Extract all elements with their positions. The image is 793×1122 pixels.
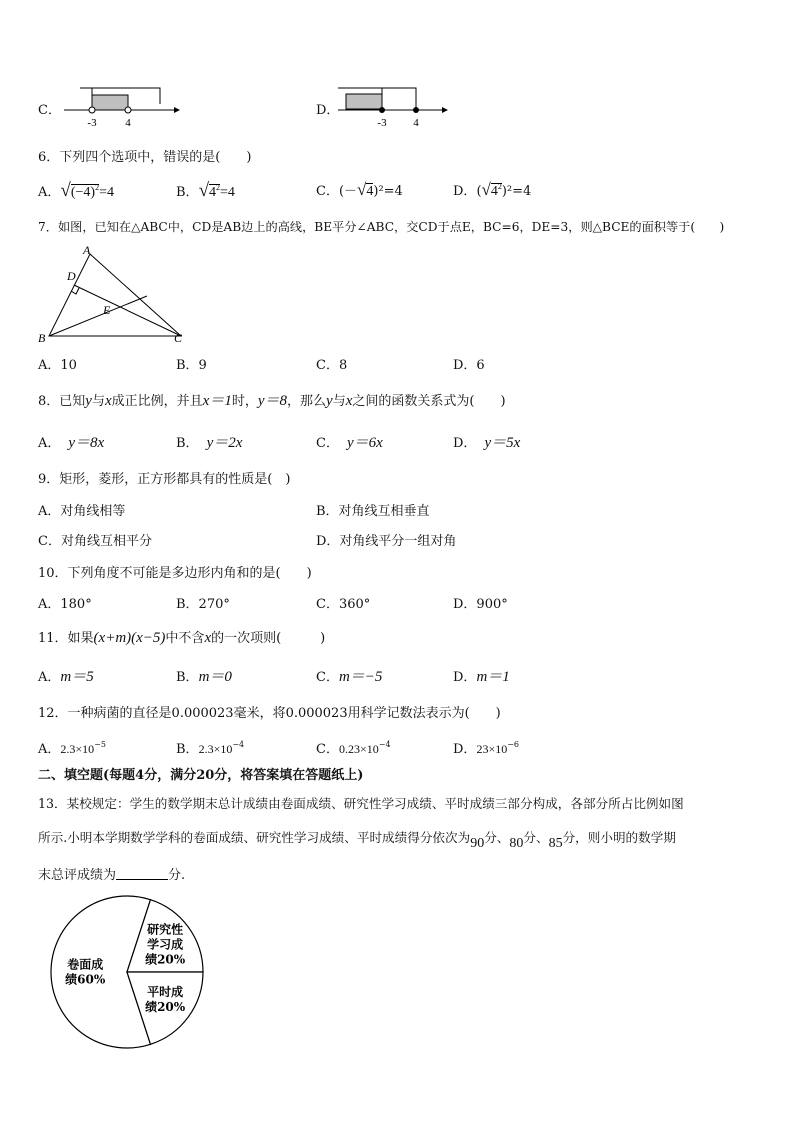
q10-stem: 10．下列角度不可能是多边形内角和的是( ) xyxy=(38,566,312,581)
q11-stem-c: 的一次项则( ) xyxy=(211,631,326,646)
q9-option-c: C．对角线互相平分 xyxy=(38,534,152,549)
q10-option-d: D．900° xyxy=(453,597,508,612)
q8-cond2: y＝8 xyxy=(257,393,288,409)
q5-d-tick-neg3: -3 xyxy=(377,117,387,129)
q12-c-label: C． xyxy=(316,742,339,757)
q13-line1: 13．某校规定：学生的数学期末总计成绩由卷面成绩、研究性学习成绩、平时成绩三部分构成，各部分所占比例如图 xyxy=(38,796,684,811)
q7-point-d: D xyxy=(67,269,76,283)
q6-c-label: C． xyxy=(316,184,339,199)
q11-c-label: C． xyxy=(316,670,339,685)
q10-option-c: C．360° xyxy=(316,597,371,612)
q12-option-d xyxy=(453,738,519,757)
q12-option-b xyxy=(176,738,244,757)
q12-option-c xyxy=(316,738,391,757)
q11-option-c xyxy=(316,665,382,686)
q7-option-a: A．10 xyxy=(38,358,77,373)
q12-a-label: A． xyxy=(38,742,61,757)
q8-option-a xyxy=(38,431,104,452)
q6-option-c xyxy=(316,180,403,200)
q5-option-c-number-line xyxy=(60,82,185,130)
q6-stem: 6．下列四个选项中，错误的是( ) xyxy=(38,150,252,165)
q12-b-exp: −4 xyxy=(232,740,245,749)
q8-b-label: B． xyxy=(176,436,199,451)
q6-b-exp: 2 xyxy=(216,183,220,192)
q6-b-inner: 4 xyxy=(209,185,216,200)
q8-mid1: 与 xyxy=(91,394,105,409)
q7-stem: 7．如图，已知在△ABC中，CD是AB边上的高线，BE平分∠ABC，交CD于点E，BC=6，DE=3，则△BCE的面积等于( ) xyxy=(38,220,725,234)
q6-d-exp: 2 xyxy=(497,182,502,191)
q6-b-label: B． xyxy=(176,185,199,200)
q6-d-post: )²=4 xyxy=(501,184,532,199)
q8-option-b xyxy=(176,431,242,452)
q11-b-label: B． xyxy=(176,670,199,685)
q11-a-label: A． xyxy=(38,670,61,685)
q11-c-expr: m＝−5 xyxy=(338,669,383,685)
q7-point-e: E xyxy=(103,303,111,317)
q11-option-d xyxy=(453,665,510,686)
q12-d-label: D． xyxy=(453,742,477,757)
q8-y2: y xyxy=(326,393,333,409)
q6-option-d xyxy=(453,180,531,200)
pie-slice-research-label-line: 绩20% xyxy=(145,952,186,967)
q11-stem-b: 中不含 xyxy=(165,631,205,646)
pie-slice-exam-label-line: 绩60% xyxy=(65,972,106,987)
q13-answer-blank[interactable] xyxy=(116,867,168,880)
q12-b-label: B． xyxy=(176,742,199,757)
q13-unit-1: 分、 xyxy=(484,830,510,845)
q11-a-expr: m＝5 xyxy=(60,669,94,685)
q7-point-a: A xyxy=(83,243,91,257)
q12-c-base: 0.23×10 xyxy=(338,742,379,756)
q8-a-label: A． xyxy=(38,436,61,451)
q8-mid4: ，那么 xyxy=(287,394,327,409)
q8-a-expr: y＝8x xyxy=(68,435,105,451)
q6-option-a xyxy=(38,180,114,202)
q6-a-radical-icon: √ xyxy=(60,180,71,201)
q7-option-d: D．6 xyxy=(453,358,485,373)
q13-line2 xyxy=(38,827,676,851)
q12-c-exp: −4 xyxy=(378,740,391,749)
pie-slice-research-label-line: 研究性 xyxy=(147,922,184,937)
q8-x1: x xyxy=(104,393,112,409)
q9-option-a: A．对角线相等 xyxy=(38,504,126,519)
q6-option-b xyxy=(176,180,235,202)
pie-slice-regular-label-line: 平时成 xyxy=(147,985,184,1000)
q6-b-rhs: =4 xyxy=(220,185,235,200)
q8-d-label: D． xyxy=(453,436,477,451)
q8-mid3: 时， xyxy=(231,394,258,409)
q11-b-expr: m＝0 xyxy=(198,669,232,685)
q11-var: x xyxy=(204,630,212,646)
pie-slice-exam-label-line: 卷面成 xyxy=(67,957,104,972)
q12-stem: 12．一种病菌的直径是0.000023毫米，将0.000023用科学记数法表示为( ) xyxy=(38,706,501,721)
q8-x2: x xyxy=(345,393,353,409)
q6-c-post: )²=4 xyxy=(373,184,403,199)
q7-option-b: B．9 xyxy=(176,358,207,373)
q8-y1: y xyxy=(85,393,92,409)
q6-d-label: D． xyxy=(453,184,477,199)
q7-option-c: C．8 xyxy=(316,358,348,373)
q8-mid5: 与 xyxy=(332,394,346,409)
q12-b-base: 2.3×10 xyxy=(198,742,233,756)
q11-stem xyxy=(38,627,325,647)
section-2-title: 二、填空题(每题4分，满分20分，将答案填在答题纸上) xyxy=(38,768,364,783)
q13-unit-2: 分、 xyxy=(523,830,549,845)
q8-d-expr: y＝5x xyxy=(484,435,521,451)
q6-b-radicand xyxy=(209,184,220,200)
q13-score-2: 80 xyxy=(509,836,524,851)
q6-d-radicand xyxy=(491,183,502,199)
q10-option-b: B．270° xyxy=(176,597,230,612)
q5-d-tick-4: 4 xyxy=(413,117,419,129)
q5-option-c-label: C． xyxy=(38,103,61,118)
q8-option-d xyxy=(453,431,520,452)
q13-line2-a: 所示.小明本学期数学学科的卷面成绩、研究性学习成绩、平时成绩得分依次为 xyxy=(38,830,471,845)
q11-option-a xyxy=(38,665,94,686)
q13-pie-chart xyxy=(48,892,218,1052)
q6-a-exp: 2 xyxy=(95,183,100,192)
q8-stem xyxy=(38,389,506,410)
q5-c-tick-neg3: -3 xyxy=(87,117,97,129)
q12-option-a xyxy=(38,738,106,757)
q8-c-label: C． xyxy=(316,436,339,451)
q12-d-exp: −6 xyxy=(507,740,520,749)
q7-triangle-figure xyxy=(35,242,195,347)
q13-score-1: 90 xyxy=(470,836,485,851)
q11-stem-a: 11．如果 xyxy=(38,631,94,646)
q7-point-b: B xyxy=(38,331,46,345)
q6-d-inner: 4 xyxy=(490,184,498,199)
q9-option-b: B．对角线互相垂直 xyxy=(316,504,430,519)
q8-stem-end: 之间的函数关系式为( ) xyxy=(352,394,506,409)
q8-c-expr: y＝6x xyxy=(346,435,383,451)
pie-slice-regular-label-line: 绩20% xyxy=(145,1000,186,1015)
q6-c-inner: 4 xyxy=(366,184,374,199)
q8-cond1: x＝1 xyxy=(202,393,232,409)
q6-d-pre: ( xyxy=(476,184,482,199)
q12-a-exp: −5 xyxy=(94,740,106,749)
pie-slice-research-label-line: 学习成 xyxy=(147,937,184,952)
q5-option-d-number-line xyxy=(334,82,454,130)
q5-c-tick-4: 4 xyxy=(125,117,131,129)
q9-option-d: D．对角线平分一组对角 xyxy=(316,534,457,549)
q8-mid2: 成正比例，并且 xyxy=(111,394,203,409)
q5-option-d-label: D． xyxy=(316,103,340,118)
q8-b-expr: y＝2x xyxy=(206,435,243,451)
q11-expr: (x+m)(x−5) xyxy=(93,630,166,646)
q8-option-c xyxy=(316,431,383,452)
q6-c-radical-icon: √ xyxy=(357,180,367,199)
q13-line3 xyxy=(38,864,185,883)
q6-a-radicand xyxy=(71,184,99,200)
q8-stem-a: 8．已知 xyxy=(38,394,86,409)
q9-stem: 9．矩形，菱形，正方形都具有的性质是( ) xyxy=(38,472,291,487)
q11-d-expr: m＝1 xyxy=(476,669,510,685)
q11-d-label: D． xyxy=(453,670,477,685)
q13-line2-b: 分，则小明的数学期 xyxy=(562,830,676,845)
q13-line3-a: 末总评成绩为 xyxy=(38,868,117,883)
q6-a-inner: (−4) xyxy=(70,185,96,200)
q6-c-pre: (－ xyxy=(338,184,358,199)
q13-score-3: 85 xyxy=(548,836,563,851)
q6-a-label: A． xyxy=(38,185,61,200)
q6-a-rhs: =4 xyxy=(99,185,114,200)
q7-point-c: C xyxy=(174,331,183,345)
q13-line3-b: 分. xyxy=(168,868,186,883)
q6-b-radical-icon: √ xyxy=(198,180,209,201)
q10-option-a: A．180° xyxy=(38,597,92,612)
q12-a-base: 2.3×10 xyxy=(60,742,95,756)
q6-d-radical-icon: √ xyxy=(481,180,491,199)
q11-option-b xyxy=(176,665,232,686)
q12-d-base: 23×10 xyxy=(476,742,508,756)
